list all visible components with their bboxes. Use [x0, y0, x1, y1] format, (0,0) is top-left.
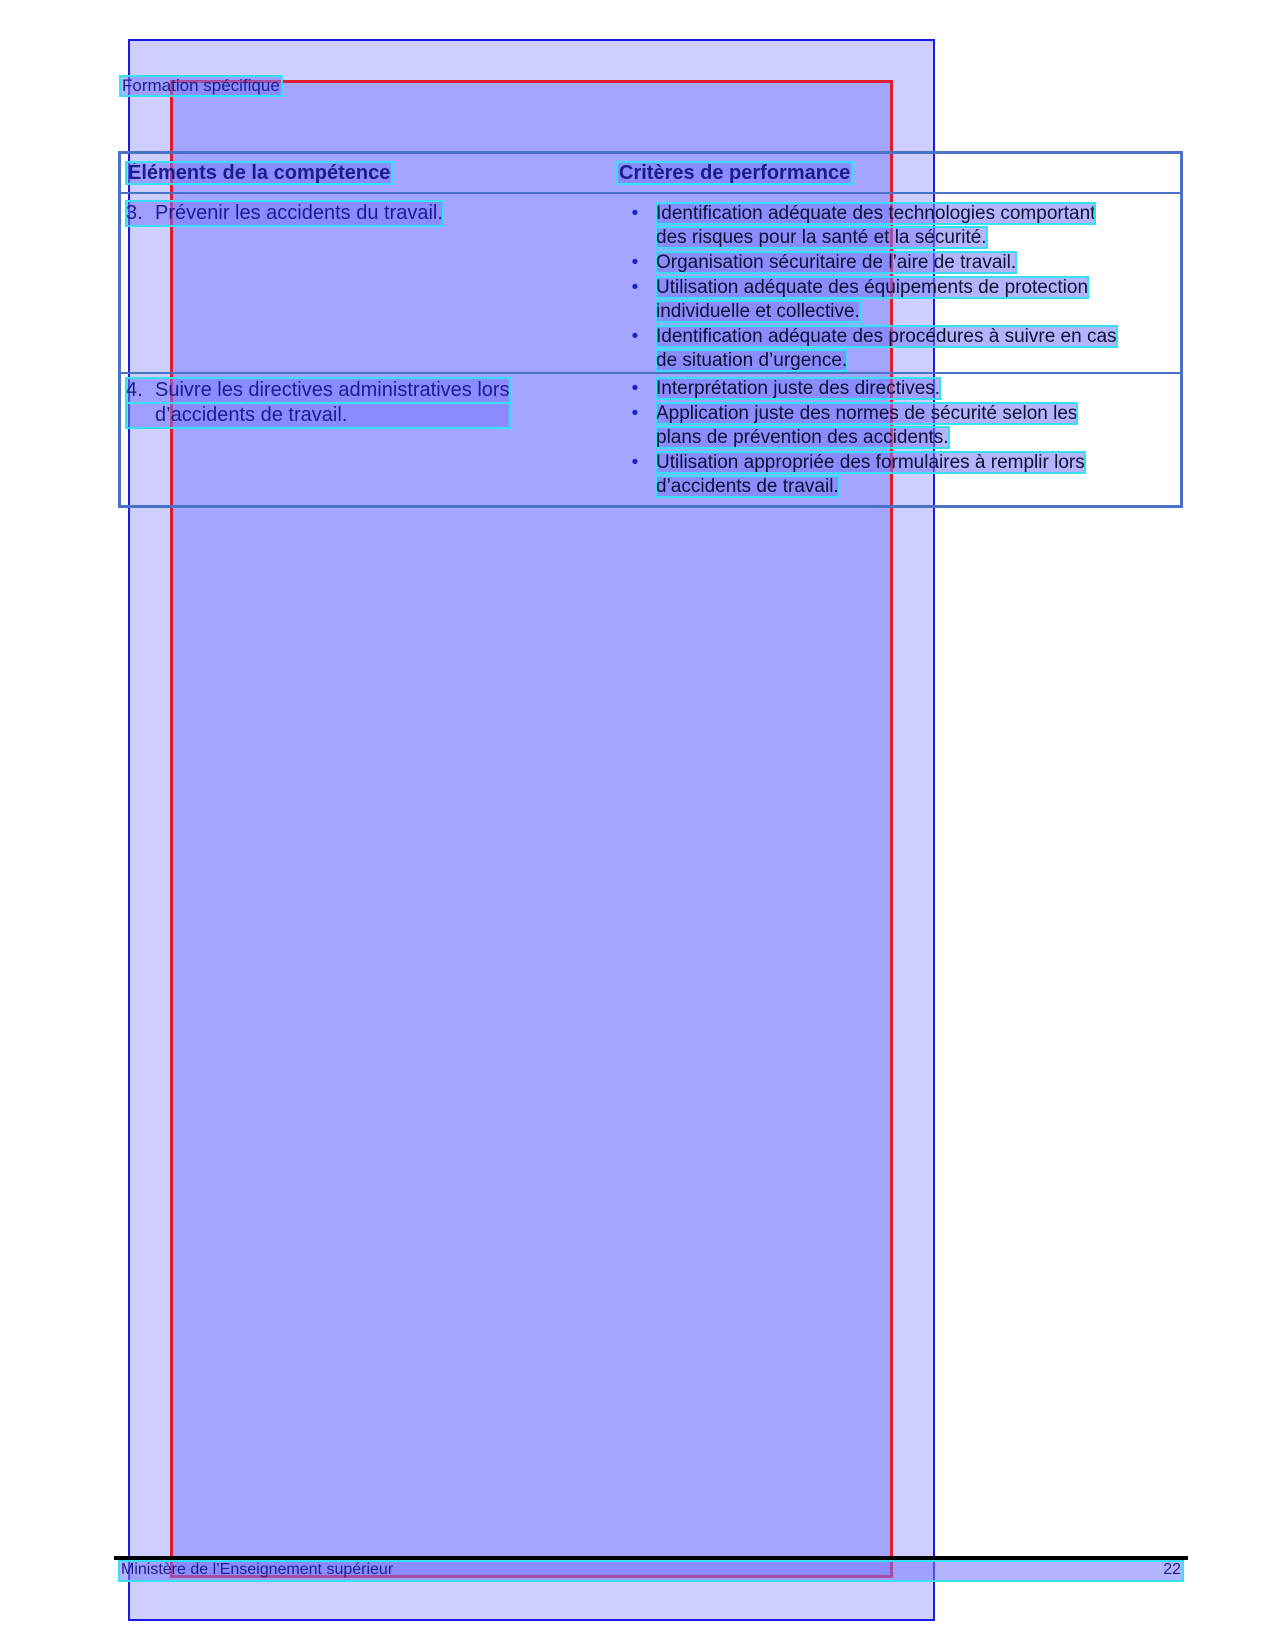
- criterion-line: Identification adéquate des procédures à suivre en cas: [656, 326, 1117, 347]
- bullet-icon: •: [631, 203, 639, 224]
- criterion-item: [626, 325, 1117, 373]
- footer-ministry: Ministère de l’Enseignement supérieur: [121, 1561, 394, 1578]
- element-row-4: [126, 378, 510, 428]
- column-header-elements: Éléments de la compétence: [128, 162, 391, 184]
- criterion-line: Utilisation adéquate des équipements de protection: [656, 277, 1089, 298]
- criterion-line: Organisation sécuritaire de l’aire de travail.: [656, 252, 1017, 273]
- criterion-item: [626, 276, 1117, 324]
- criterion-line: Application juste des normes de sécurité selon les: [656, 403, 1078, 424]
- page-number: 22: [1163, 1561, 1181, 1578]
- element-text: d’accidents de travail.: [155, 404, 348, 426]
- criterion-line: Interprétation juste des directives.: [656, 378, 941, 399]
- bullet-icon: •: [631, 277, 639, 298]
- competence-table: [118, 151, 1183, 508]
- running-header: Formation spécifique: [122, 76, 280, 95]
- criterion-line: des risques pour la santé et la sécurité.: [656, 227, 987, 248]
- footer-rule: [114, 1556, 1188, 1560]
- criteria-list-3: [626, 202, 1117, 374]
- criterion-item: [626, 402, 1085, 450]
- bullet-icon: •: [631, 378, 639, 399]
- element-row-3: [126, 201, 443, 226]
- bullet-icon: •: [631, 326, 639, 347]
- criterion-line: de situation d’urgence.: [656, 350, 848, 371]
- criterion-line: individuelle et collective.: [656, 301, 860, 322]
- element-number: 3.: [126, 202, 143, 224]
- criterion-line: Identification adéquate des technologies comportant: [656, 203, 1096, 224]
- criterion-item: [626, 202, 1117, 250]
- bullet-icon: •: [631, 403, 639, 424]
- element-text: Suivre les directives administratives lors: [155, 379, 510, 401]
- header-divider: [121, 192, 1180, 194]
- element-text: Prévenir les accidents du travail.: [155, 202, 443, 224]
- criteria-list-4: [626, 377, 1085, 500]
- element-number: 4.: [126, 379, 143, 401]
- criterion-item: [626, 251, 1117, 275]
- criterion-line: plans de prévention des accidents.: [656, 427, 949, 448]
- criterion-item: [626, 377, 1085, 401]
- bullet-icon: •: [631, 252, 639, 273]
- row-divider: [121, 372, 1180, 374]
- column-header-criteria: Critères de performance: [619, 162, 851, 184]
- bullet-icon: •: [631, 452, 639, 473]
- criterion-line: Utilisation appropriée des formulaires à remplir lors: [656, 452, 1085, 473]
- criterion-line: d’accidents de travail.: [656, 476, 839, 497]
- criterion-item: [626, 451, 1085, 499]
